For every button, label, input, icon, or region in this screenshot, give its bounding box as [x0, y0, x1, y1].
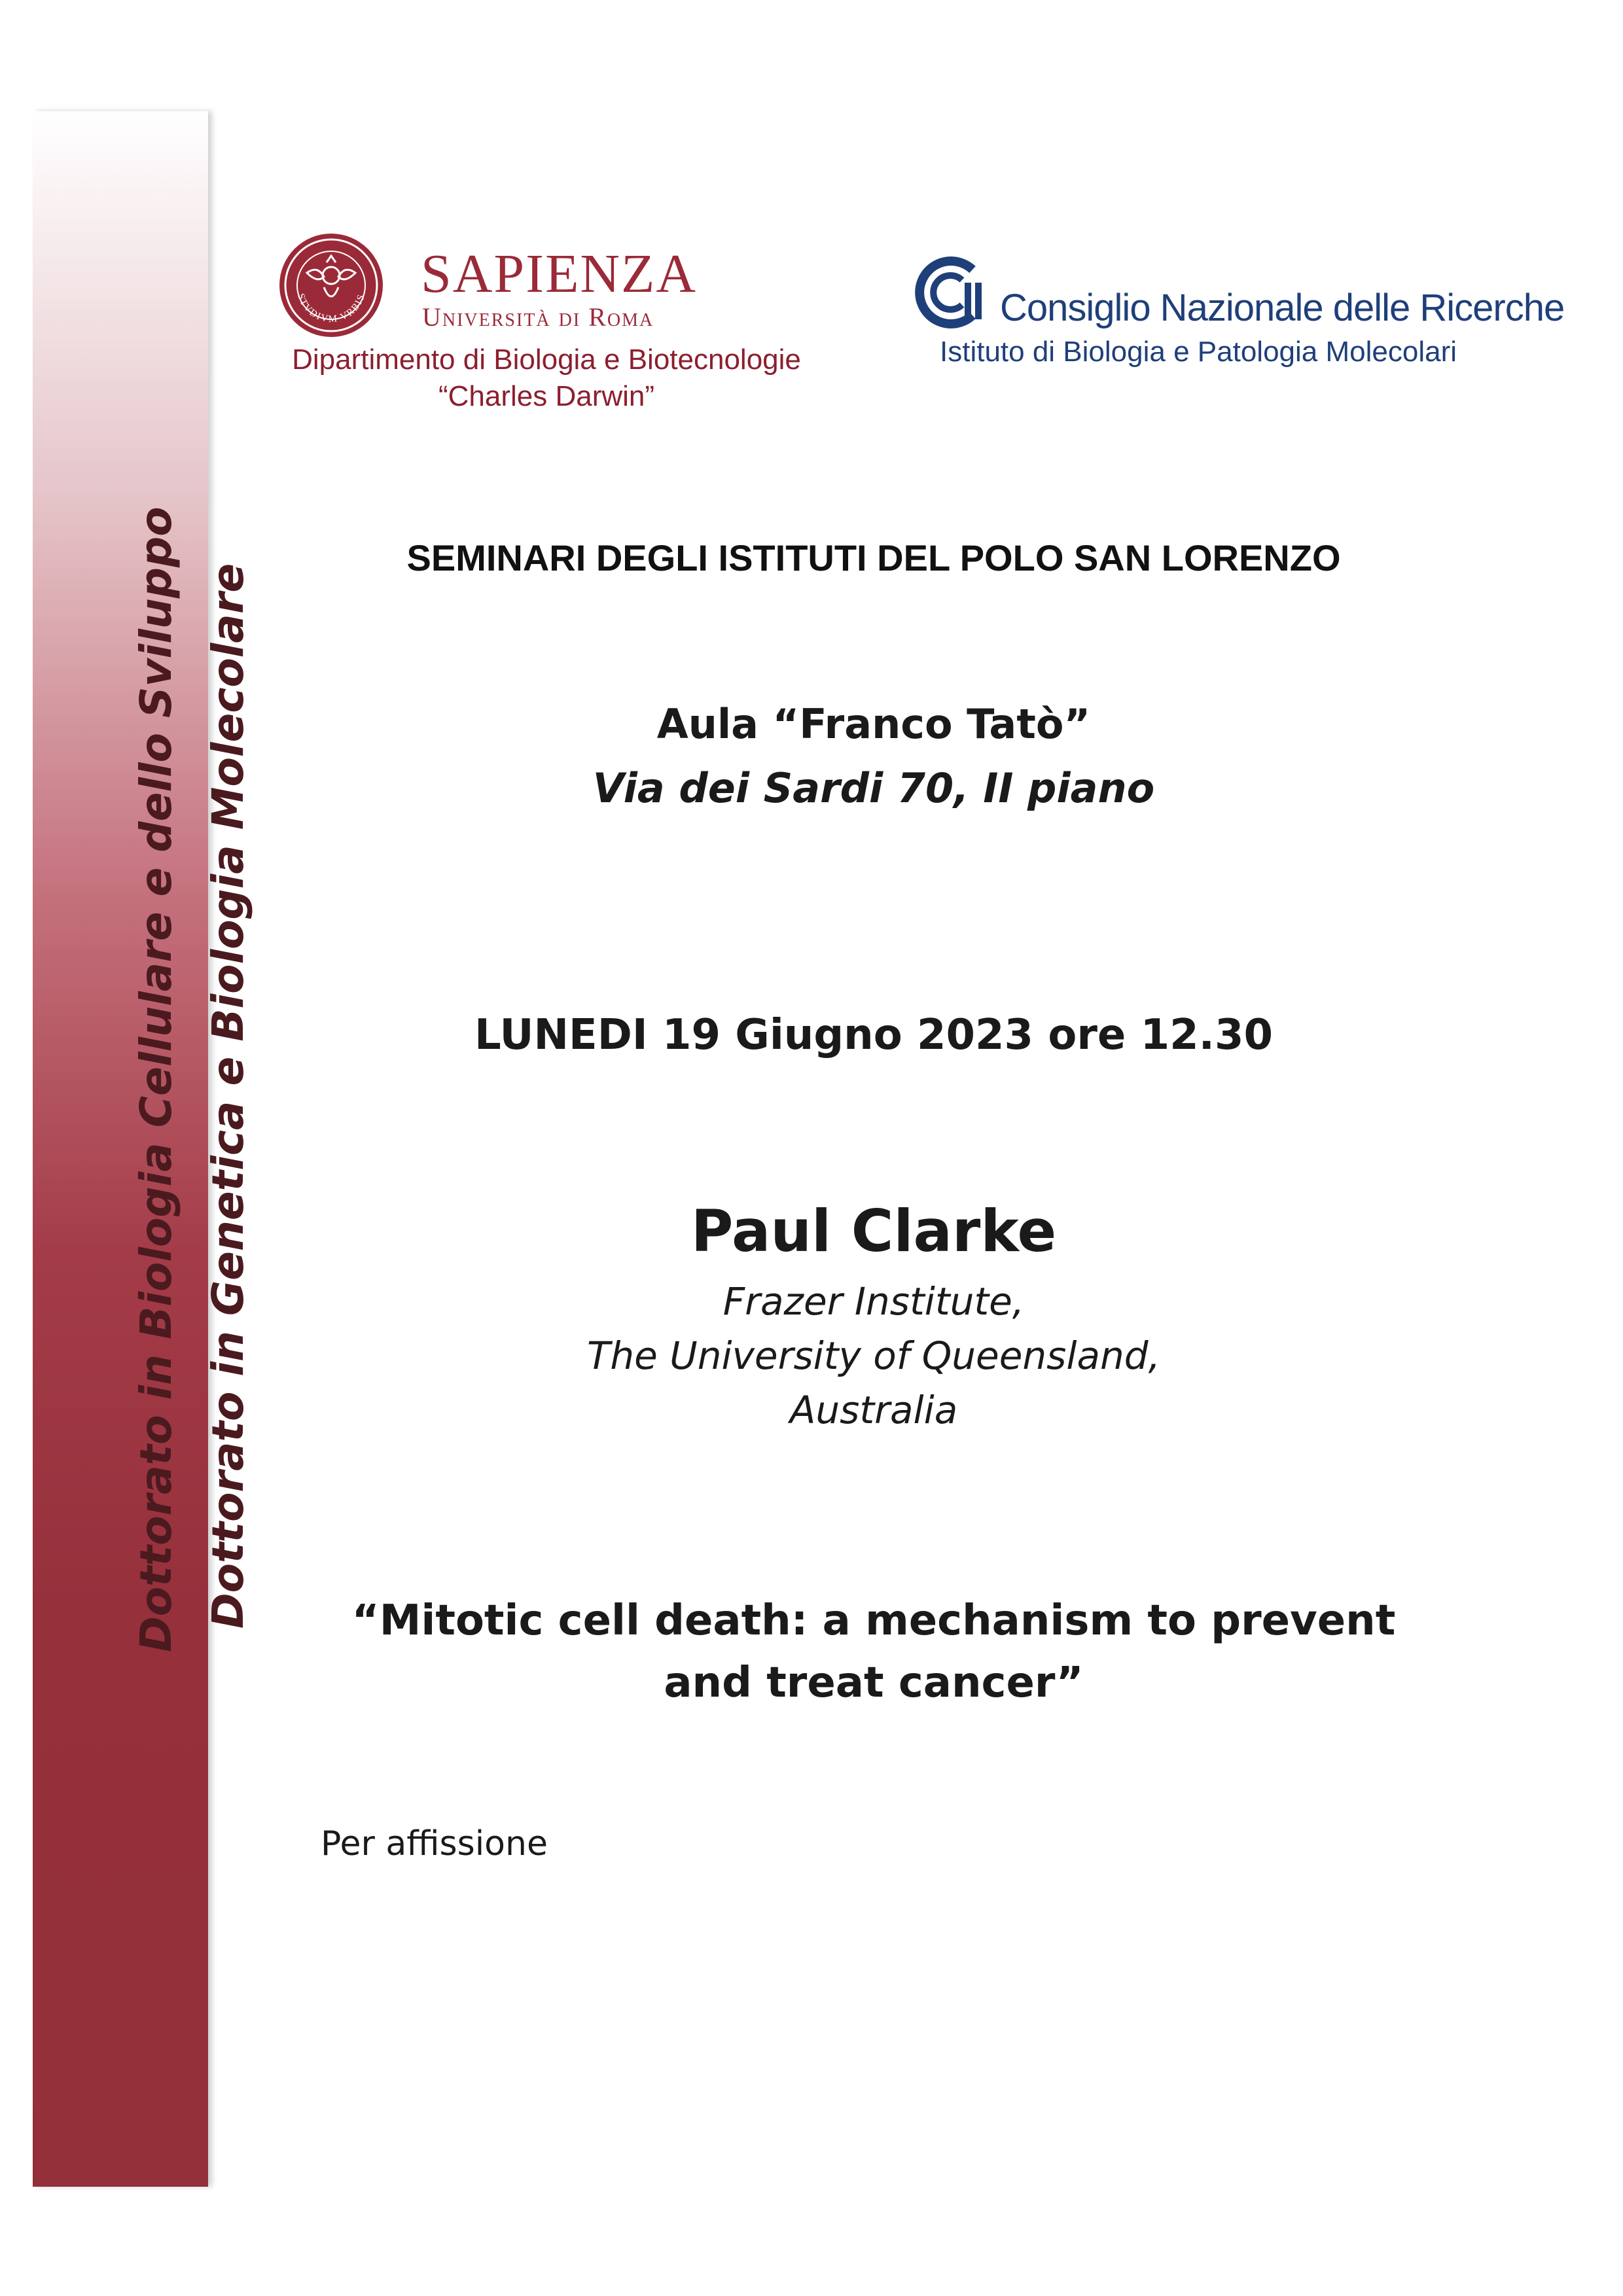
sapienza-subtitle: Università di Roma — [422, 302, 654, 332]
speaker-affiliation-line-3: Australia — [789, 1388, 958, 1432]
seminar-series-heading: SEMINARI DEGLI ISTITUTI DEL POLO SAN LORENZO — [406, 537, 1341, 578]
seminar-datetime: LUNEDI 19 Giugno 2023 ore 12.30 — [474, 1011, 1274, 1059]
venue-name: Aula “Franco Tatò” — [656, 700, 1091, 748]
sapienza-name: SAPIENZA — [421, 243, 698, 304]
department-name: Dipartimento di Biologia e Biotecnologie — [292, 344, 801, 376]
svg-text:STVDIVM VRBIS: STVDIVM VRBIS — [294, 292, 368, 325]
cnr-logo-icon — [910, 254, 987, 331]
side-text-line-2: Dottorato in Genetica e Biologia Molecolare — [203, 563, 253, 1629]
cnr-institute: Istituto di Biologia e Patologia Molecolari — [940, 336, 1457, 368]
department-subname: “Charles Darwin” — [438, 380, 655, 412]
side-text-line-1: Dottorato in Biologia Cellulare e dello Sviluppo — [131, 506, 181, 1652]
talk-title-line-1: “Mitotic cell death: a mechanism to prevent — [351, 1597, 1396, 1645]
sapienza-seal-icon — [278, 232, 384, 338]
speaker-affiliation-line-1: Frazer Institute, — [722, 1279, 1025, 1324]
cnr-name: Consiglio Nazionale delle Ricerche — [1000, 287, 1565, 329]
posting-note: Per affissione — [321, 1824, 548, 1863]
side-vertical-text — [120, 506, 264, 1652]
speaker-affiliation-line-2: The University of Queensland, — [586, 1333, 1161, 1378]
talk-title-line-2: and treat cancer” — [664, 1659, 1084, 1707]
venue-address: Via dei Sardi 70, II piano — [592, 764, 1155, 812]
speaker-name: Paul Clarke — [690, 1197, 1057, 1265]
